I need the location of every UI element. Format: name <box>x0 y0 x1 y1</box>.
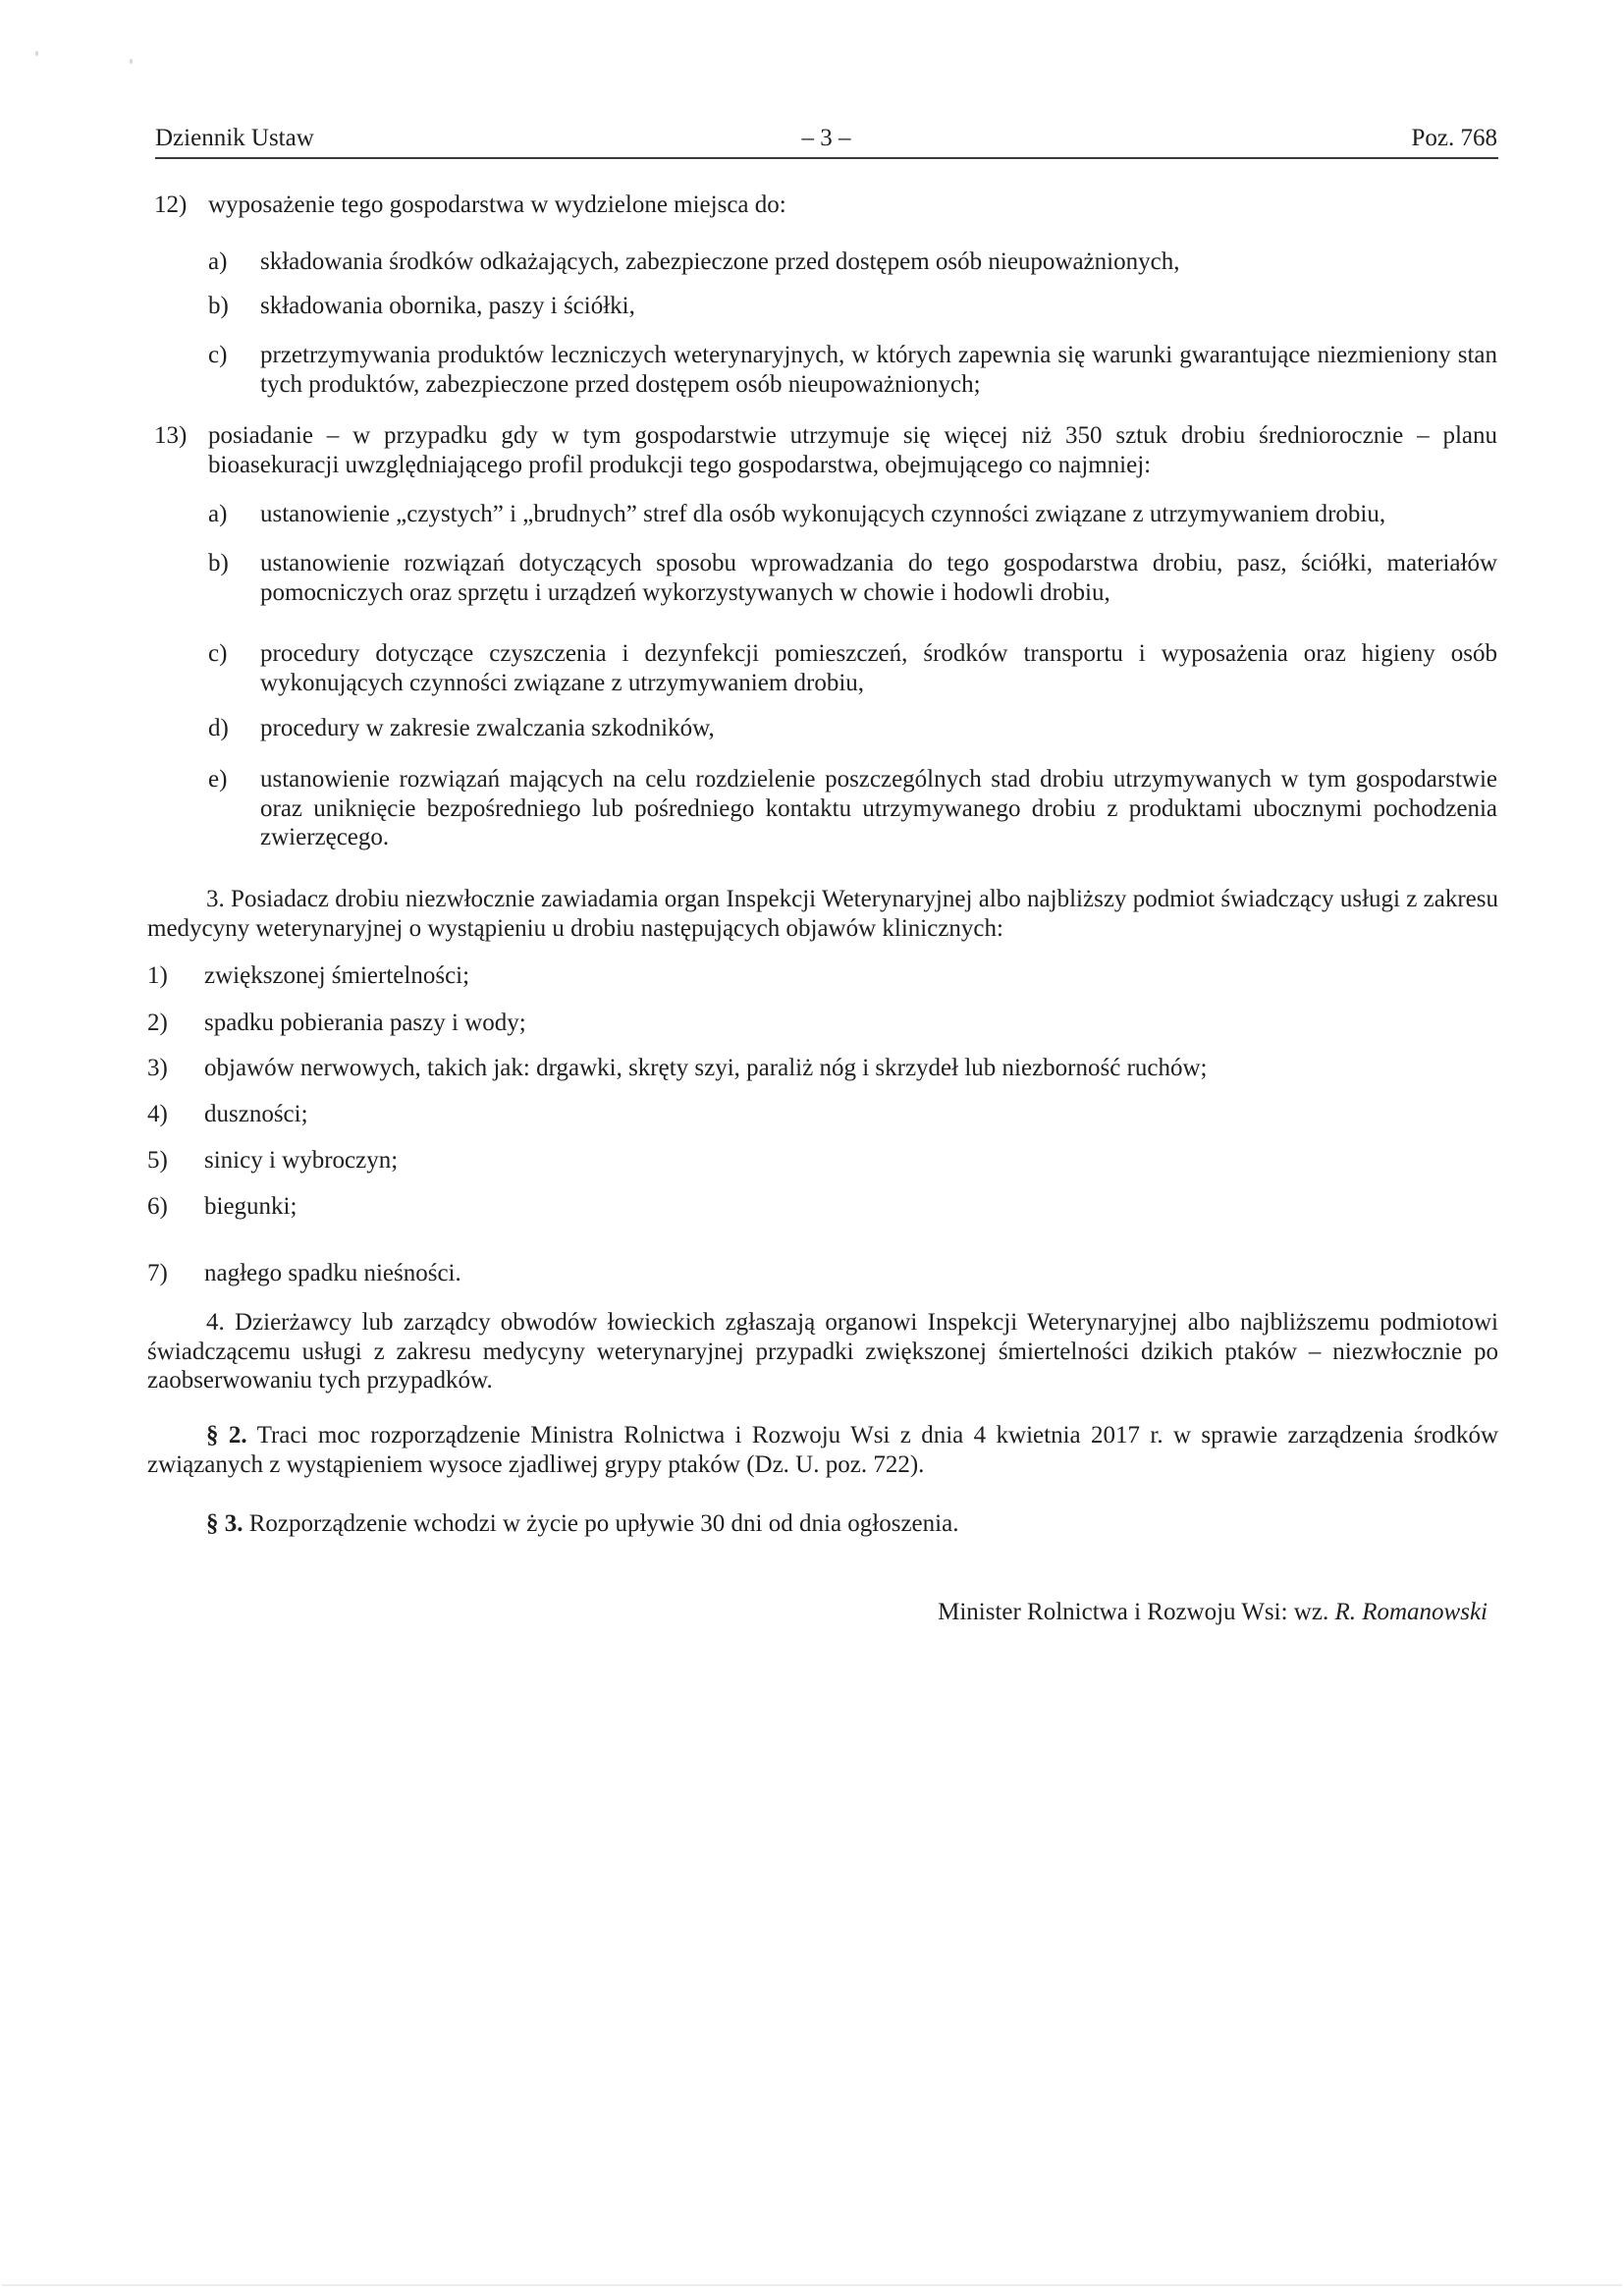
sub-item-label: a) <box>208 501 228 527</box>
symptom-label: 3) <box>147 1055 168 1081</box>
sub-item-label: c) <box>208 342 228 368</box>
symptom-text: duszności; <box>204 1101 308 1127</box>
item-text: posiadanie – w przypadku gdy w tym gospodarstwie utrzymuje się więcej niż 350 sztuk drobiu średniorocznie – planu bioasekuracji uwzględniającego profil produkcji tego gospodarstwa, obejmującego co najmniej: <box>208 422 1497 478</box>
symptom-label: 7) <box>147 1260 168 1286</box>
symptom-text: biegunki; <box>204 1193 298 1220</box>
section-3 <box>147 1509 1498 1539</box>
sub-item-text: ustanowienie rozwiązań mających na celu rozdzielenie poszczególnych stad drobiu utrzymywanych w tym gospodarstwie oraz uniknięcie bezpośredniego lub pośredniego kontaktu utrzymywanego drobiu z produktami ubocznymi pochodzenia zwierzęcego. <box>260 766 1497 850</box>
section-text: Traci moc rozporządzenie Ministra Rolnictwa i Rozwoju Wsi z dnia 4 kwietnia 2017 r. w sprawie zarządzenia środków związanych z wystąpieniem wysoce zjadliwej grypy ptaków (Dz. U. poz. 722). <box>147 1422 1499 1478</box>
list-item-12 <box>154 191 1499 220</box>
symptom-text: sinicy i wybroczyn; <box>204 1147 399 1174</box>
signatory-title: Minister Rolnictwa i Rozwoju Wsi: wz. <box>938 1599 1335 1625</box>
section-text: Rozporządzenie wchodzi w życie po upływie 30 dni od dnia ogłoszenia. <box>243 1510 959 1537</box>
sub-item-label: e) <box>208 766 228 793</box>
paragraph-3: 3. Posiadacz drobiu niezwłocznie zawiadamia organ Inspekcji Weterynaryjnej albo najbliższy podmiot świadczący usługi z zakresu medycyny weterynaryjnej o wystąpieniu u drobiu następujących objawów klinicznych: <box>147 886 1498 942</box>
signature <box>938 1599 1488 1626</box>
paragraph-4: 4. Dzierżawcy lub zarządcy obwodów łowieckich zgłaszają organowi Inspekcji Weterynaryjnej albo najbliższemu podmiotowi świadczącemu usługi z zakresu medycyny weterynaryjnej przypadki zwiększonej śmiertelności dzikich ptaków – niezwłocznie po zaobserwowaniu tych przypadków. <box>147 1309 1498 1394</box>
page-number: – 3 – <box>801 125 851 151</box>
scan-speck <box>130 59 133 64</box>
symptom-text: nagłego spadku nieśności. <box>204 1260 461 1286</box>
symptom-label: 5) <box>147 1147 168 1174</box>
sub-item-label: b) <box>208 550 229 576</box>
item-text: wyposażenie tego gospodarstwa w wydzielone miejsca do: <box>208 191 786 218</box>
sub-item-label: a) <box>208 248 228 275</box>
symptom-label: 4) <box>147 1101 168 1127</box>
symptom-text: objawów nerwowych, takich jak: drgawki, skręty szyi, paraliż nóg i skrzydeł lub niezborność ruchów; <box>204 1055 1208 1081</box>
sub-item-text: procedury dotyczące czyszczenia i dezynfekcji pomieszczeń, środków transportu i wyposażenia oraz higieny osób wykonujących czynności związane z utrzymywaniem drobiu, <box>260 640 1497 696</box>
symptom-label: 6) <box>147 1193 168 1220</box>
publication-title: Dziennik Ustaw <box>155 125 314 151</box>
scan-edge-line <box>2 2284 1622 2286</box>
page-header <box>155 125 1497 158</box>
sub-item-label: b) <box>208 293 229 319</box>
symptom-label: 2) <box>147 1010 168 1036</box>
section-mark: § 3. <box>206 1510 243 1537</box>
sub-item-text: procedury w zakresie zwalczania szkodników, <box>260 715 715 741</box>
symptom-text: zwiększonej śmiertelności; <box>204 962 470 989</box>
sub-item-text: składowania obornika, paszy i ściółki, <box>260 293 635 319</box>
symptom-label: 1) <box>147 962 168 989</box>
sub-item-label: c) <box>208 640 228 667</box>
position-number: Poz. 768 <box>1411 125 1497 151</box>
sub-item-text: ustanowienie rozwiązań dotyczących sposobu wprowadzania do tego gospodarstwa drobiu, pasz, ściółki, materiałów pomocniczych oraz sprzętu i urządzeń wykorzystywanych w chowie i hodowli drobiu, <box>260 550 1497 606</box>
signatory-name: R. Romanowski <box>1334 1599 1488 1625</box>
sub-item-text: składowania środków odkażających, zabezpieczone przed dostępem osób nieupoważnionych, <box>260 248 1180 275</box>
sub-item-label: d) <box>208 715 229 741</box>
section-2 <box>147 1421 1498 1479</box>
item-label: 12) <box>154 191 188 218</box>
header-rule <box>155 157 1498 159</box>
scan-speck <box>35 51 38 56</box>
sub-item-text: ustanowienie „czystych” i „brudnych” stref dla osób wykonujących czynności związane z utrzymywaniem drobiu, <box>260 501 1386 527</box>
sub-item-text: przetrzymywania produktów leczniczych weterynaryjnych, w których zapewnia się warunki gwarantujące niezmieniony stan tych produktów, zabezpieczone przed dostępem osób nieupoważnionych; <box>260 342 1497 398</box>
item-label: 13) <box>154 422 188 449</box>
section-mark: § 2. <box>206 1422 247 1449</box>
symptom-text: spadku pobierania paszy i wody; <box>204 1010 526 1036</box>
